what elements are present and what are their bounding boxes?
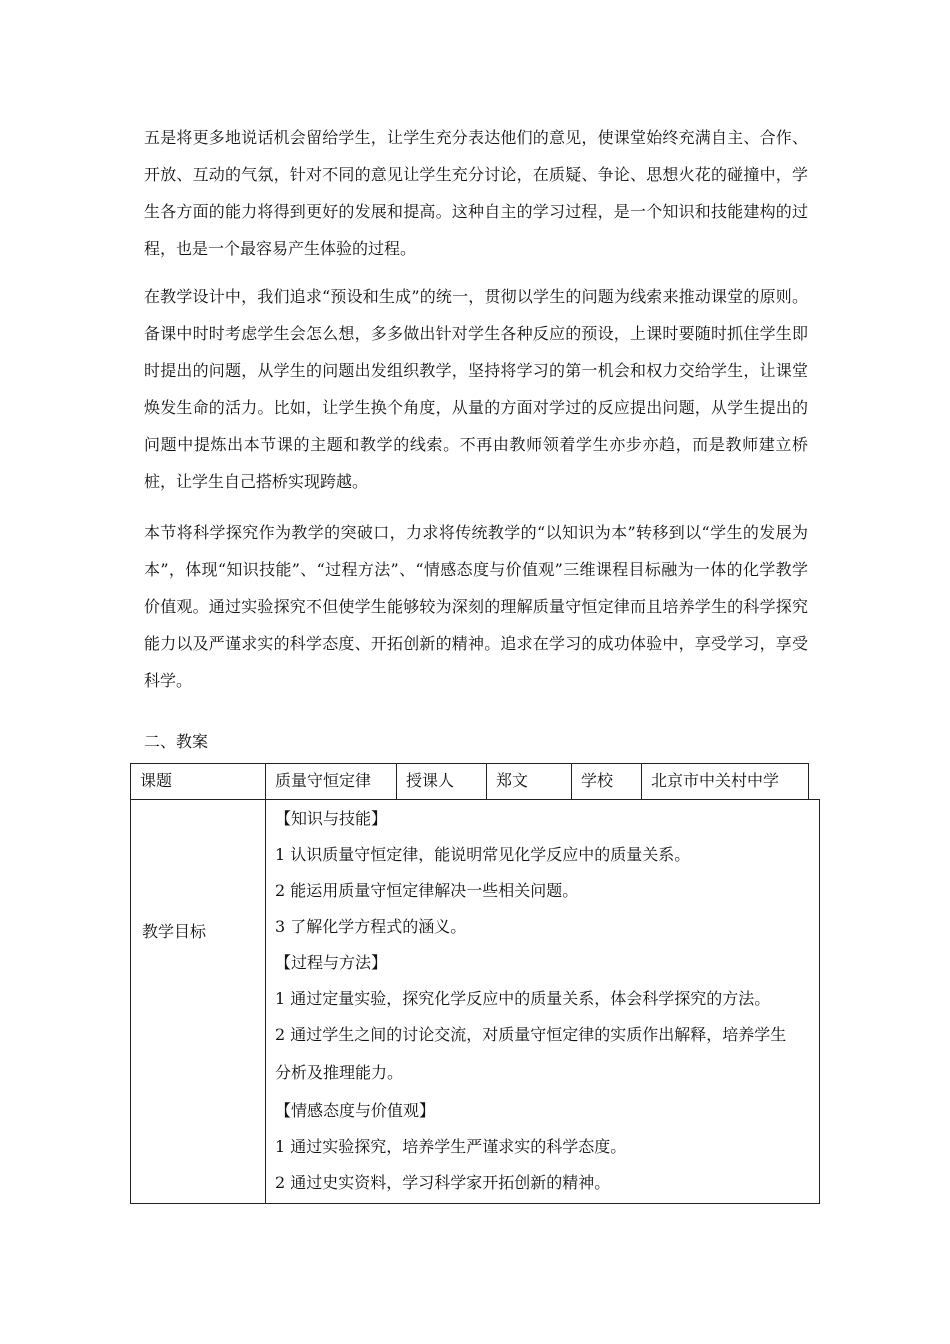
objectives-line: 【过程与方法】 — [275, 953, 388, 972]
paragraph-2: 在教学设计中，我们追求“预设和生成”的统一，贯彻以学生的问题为线索来推动课堂的原则。备课中时时考虑学生会怎么想，多多做出针对学生各种反应的预设，上课时要随时抓住学生即时提出的问题，从学生的问题出发组织教学，坚持将学习的第一机会和权力交给学生，让课堂焕发生命的活力。比如，让学生换个角度，从量的方面对学过的反应提出问题，从学生提出的问题中提炼出本节课的主题和教学的线索。不再由教师领着学生亦步亦趋，而是教师建立桥桩，让学生自己搭桥实现跨越。 — [144, 287, 808, 491]
paragraph-1: 五是将更多地说话机会留给学生，让学生充分表达他们的意见，使课堂始终充满自主、合作、开放、互动的气氛，针对不同的意见让学生充分讨论，在质疑、争论、思想火花的碰撞中，学生各方面的能力将得到更好的发展和提高。这种自主的学习过程，是一个知识和技能建构的过程，也是一个最容易产生体验的过程。 — [144, 128, 808, 258]
lesson-table-objectives-row — [130, 799, 820, 1204]
objectives-label-cell — [131, 800, 266, 1203]
objectives-line: 1 通过实验探究，培养学生严谨求实的科学态度。 — [275, 1137, 627, 1156]
objectives-line: 分析及推理能力。 — [275, 1063, 404, 1082]
section-heading: 二、教案 — [144, 732, 209, 751]
header-cell-school: 北京市中关村中学 — [641, 763, 809, 800]
header-cell-topic-label: 课题 — [130, 763, 266, 800]
objectives-line: 1 通过定量实验，探究化学反应中的质量关系，体会科学探究的方法。 — [275, 989, 771, 1008]
objectives-line: 3 了解化学方程式的涵义。 — [275, 917, 467, 936]
objectives-line: 【情感态度与价值观】 — [275, 1101, 436, 1120]
objectives-line: 1 认识质量守恒定律，能说明常见化学反应中的质量关系。 — [275, 845, 691, 864]
objectives-label: 教学目标 — [142, 922, 207, 941]
paragraph-3: 本节将科学探究作为教学的突破口，力求将传统教学的“以知识为本”转移到以“学生的发展为本”，体现“知识技能”、“过程方法”、“情感态度与价值观”三维课程目标融为一体的化学教学价值观。通过实验探究不但使学生能够较为深刻的理解质量守恒定律而且培养学生的科学探究能力以及严谨求实的科学态度、开拓创新的精神。追求在学习的成功体验中，享受学习，享受科学。 — [144, 523, 808, 690]
header-cell-teacher: 郑文 — [486, 763, 572, 800]
header-cell-school-label: 学校 — [571, 763, 642, 800]
objectives-line: 2 通过史实资料，学习科学家开拓创新的精神。 — [275, 1173, 611, 1192]
header-cell-topic: 质量守恒定律 — [265, 763, 397, 800]
header-cell-teacher-label: 授课人 — [396, 763, 487, 800]
objectives-line: 2 能运用质量守恒定律解决一些相关问题。 — [275, 881, 579, 900]
objectives-line: 【知识与技能】 — [275, 809, 388, 828]
objectives-line: 2 通过学生之间的讨论交流，对质量守恒定律的实质作出解释，培养学生 — [275, 1025, 787, 1044]
